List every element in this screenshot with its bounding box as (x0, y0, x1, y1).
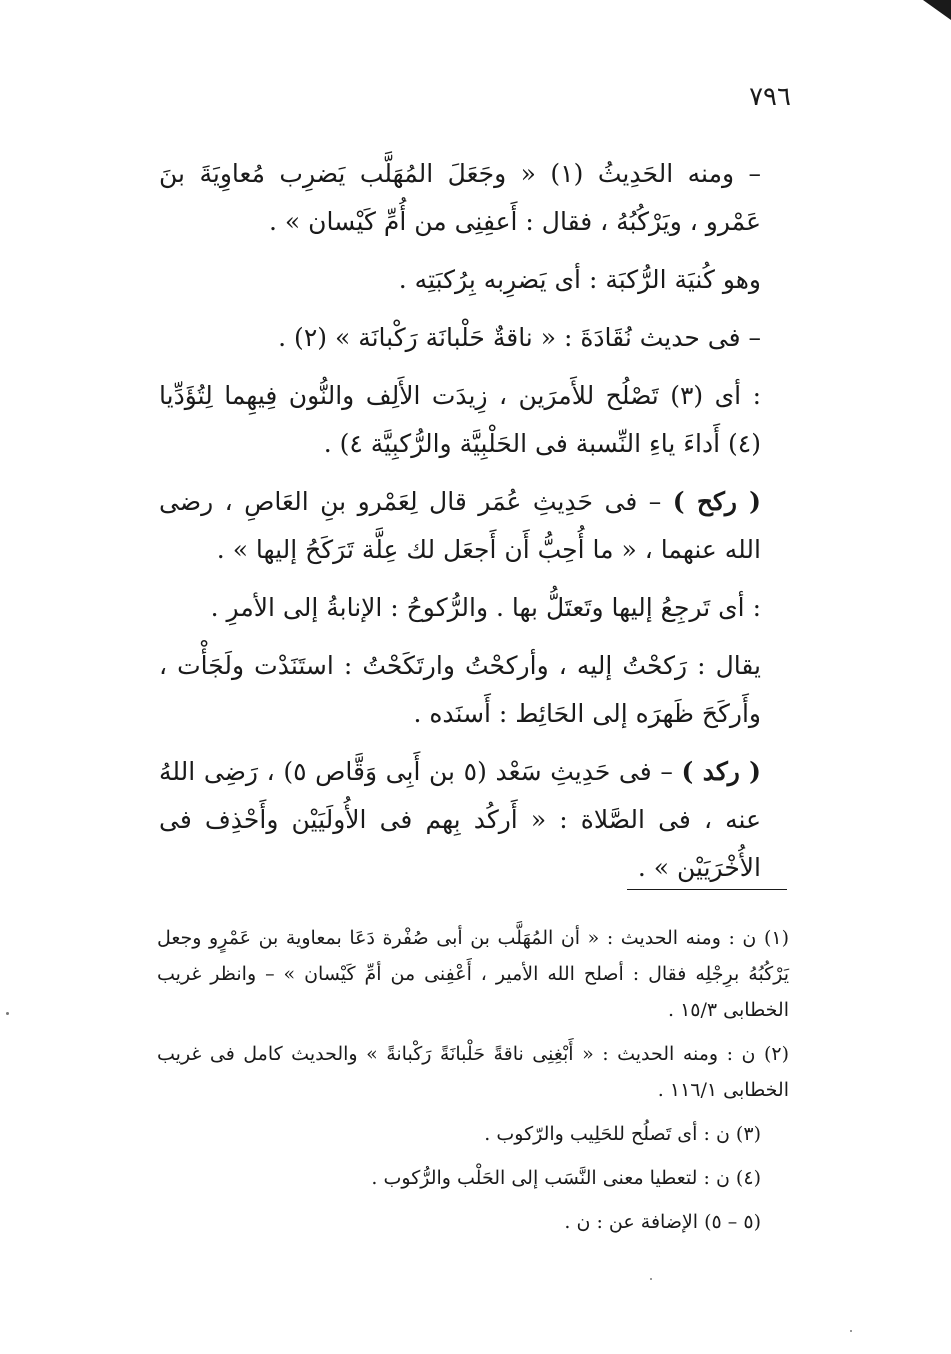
main-text (159, 150, 789, 902)
footnote-1: (١) ن : ومنه الحديث : « أن المُهَلَّب بن أبى صُفْرة دَعَا بمعاوية بن عَمْرٍو وجعل يَرْكُبُهُ برِجْلِه فقال : أصلح الله الأمير ، أَعْفِنى من أمِّ كَيْسان » – وانظر غريب الخطابى ١٥/٣ . (157, 927, 789, 1021)
entry-keyword-rkh: ( ركح ) (672, 487, 761, 516)
footnotes (157, 920, 789, 1248)
paragraph-8 (159, 748, 789, 892)
paragraph-2: وهو كُنيَة الرُّكبَة : أى يَضرِبه بِرُكبَتِه . (398, 265, 761, 294)
corner-mark (923, 0, 951, 20)
entry-keyword-rkd: ( ركد ) (681, 757, 762, 786)
page-number: ٧٩٦ (749, 82, 791, 112)
footnote-3: (٣) ن : أى تَصلُح للحَلِيب والرّكوب . (484, 1123, 761, 1145)
scan-speck (650, 1278, 652, 1280)
paragraph-3: – فى حديث نُقَادَةَ : « ناقةٌ حَلْبانَة رَكْبانَة » (٢) . (278, 323, 761, 352)
paragraph-4: : أى (٣) تَصْلُح للأَمرَين ، زِيدَت الأَلِف والنُّون فِيهِما لِتُؤَدِّيا (٤) أَداءَ ياءِ النِّسبة فى الحَلْبِيَّة والرُّكبِيَّة ٤) . (159, 381, 761, 458)
scan-speck (6, 1012, 9, 1015)
footnote-5: (٥ – ٥) الإضافة عن : ن . (564, 1211, 761, 1233)
paragraph-1: – ومنه الحَدِيثُ (١) « وجَعَلَ المُهَلَّب يَضرِب مُعاوِيَةَ بنَ عَمْرو ، ويَرْكُبُهُ ، فقال : أَعفِنِى من أُمِّ كَيْسان » . (159, 159, 761, 236)
scan-speck (850, 1330, 852, 1332)
footnote-2: (٢) ن : ومنه الحديث : « أَبْغِنِى ناقةً حَلْبانَةً رَكْبانةً » والحديث كامل فى غريب الخطابى ١١٦/١ . (157, 1043, 789, 1101)
paragraph-5-text: – فى حَدِيثِ عُمَر قال لِعَمْرو بنِ العَاصِ ، رضى الله عنهما ، « ما أُحِبُّ أَن أَجعَل لك عِلَّة تَرَكَحُ إليها » . (159, 487, 761, 564)
paragraph-6: : أى تَرجِعُ إليها وتَعتَلُّ بها . والرُّكوحُ : الإنابةُ إلى الأمرِ . (210, 593, 761, 622)
paragraph-8-text: – فى حَدِيثِ سَعْد (٥ بن أَبِى وَقَّاص ٥) ، رَضِى اللهُ عنه ، فى الصَّلاة : « أَركُد بِهم فى الأُولَيَيْن وأَحْذِف فى الأُخْرَيَيْن » . (159, 757, 761, 882)
footnote-divider (627, 889, 787, 890)
paragraph-7: يقال : رَكحْتُ إليه ، وأركحْتُ وارتَكَحْتُ : استَنَدْت ولَجَأْت ، وأَركَحَ ظَهرَه إلى الحَائِط : أَسنَده . (159, 651, 761, 728)
footnote-4: (٤) ن : لتعطيا معنى النَّسَب إلى الحَلْب والرُّكوب . (371, 1167, 761, 1189)
paragraph-5 (159, 478, 789, 574)
